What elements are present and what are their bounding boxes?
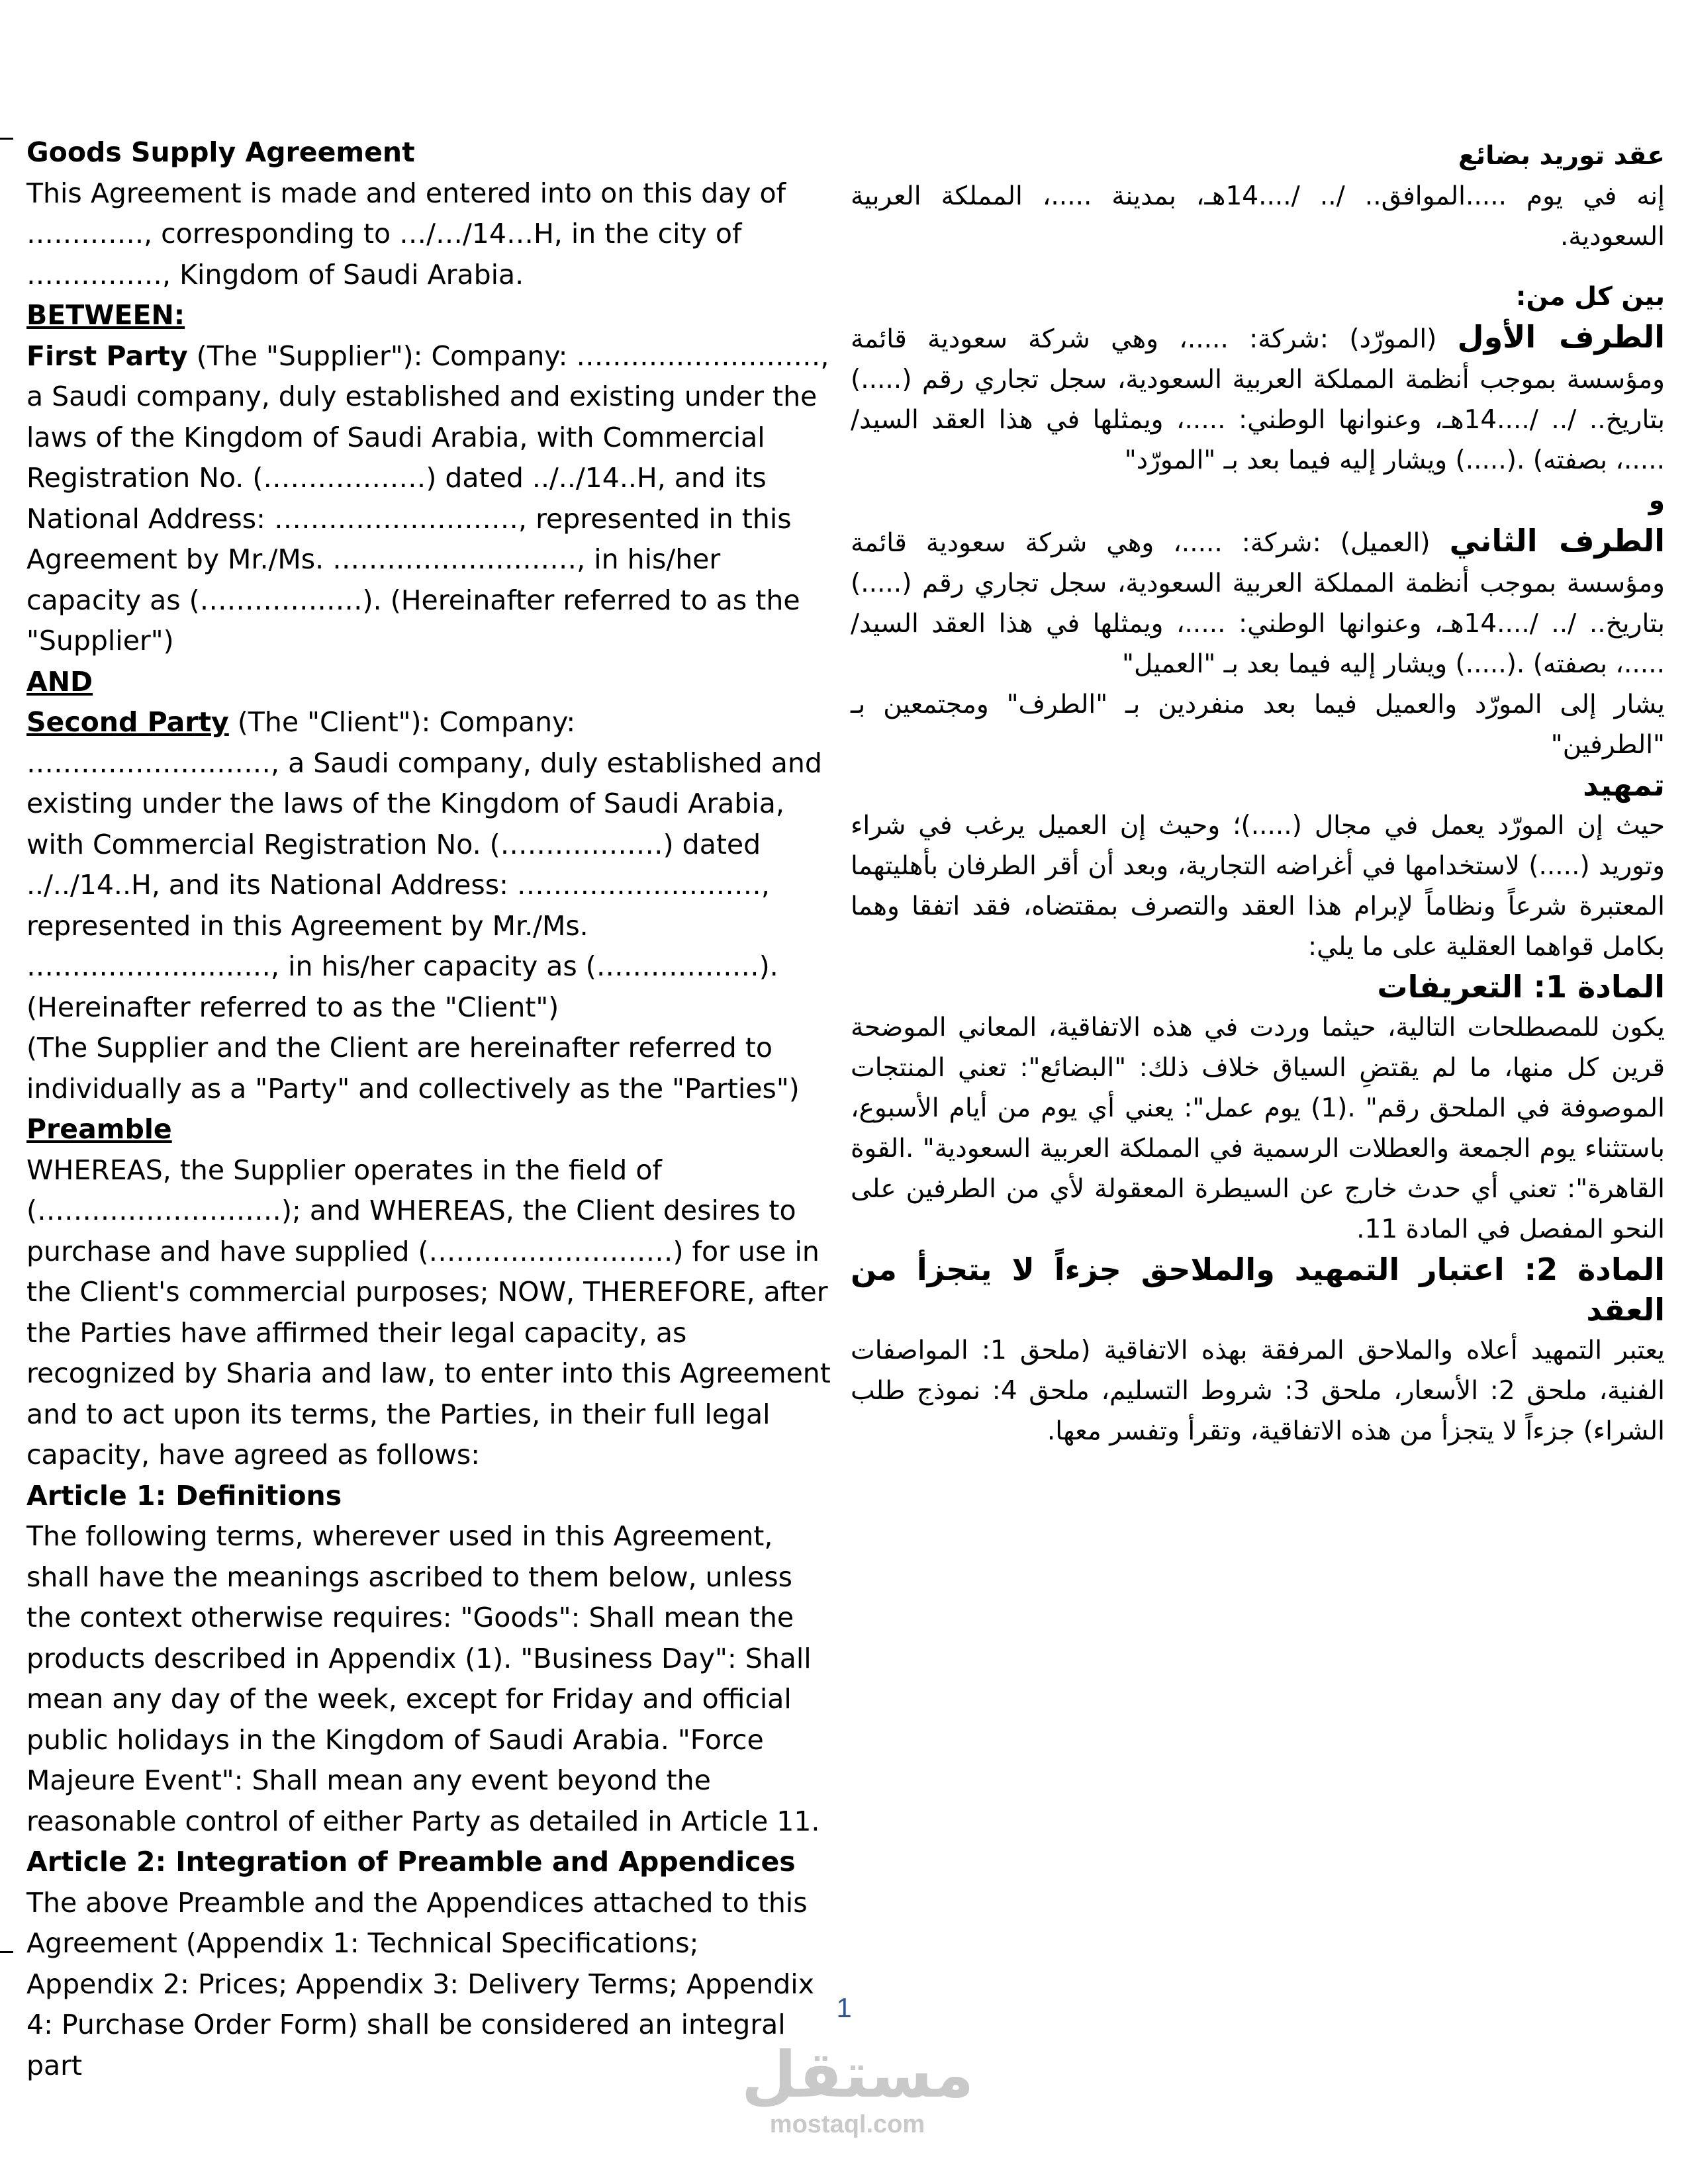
crop-mark-bottom	[0, 1951, 13, 1953]
english-preamble-text: WHEREAS, the Supplier operates in the field of (………………………); and WHEREAS, the Client desires to purchase and have supplied (………………………) for use in the Client's commercial purposes; NOW, THEREFORE, after the Parties have affirmed their legal capacity, as recognized by Sharia and law, to enter into this Agreement and to act upon its terms, the Parties, in their full legal capacity, have agreed as follows:	[26, 1154, 831, 1471]
english-second-party-label: Second Party	[26, 706, 229, 738]
english-first-party-text: (The "Supplier"): Company: ………………………, a Saudi company, duly established and existing under the laws of the Kingdom of Saudi Arabia, with Commercial Registration No. (………………) dated ../../14..H, and its National Address: ………………………, represented in this Agreement by Mr./Ms. ………………………, in his/her capacity as (………………). (Hereinafter referred to as the "Supplier")	[26, 340, 829, 657]
english-preamble-heading: Preamble	[26, 1113, 172, 1145]
arabic-first-party	[851, 317, 1665, 480]
arabic-and: و	[1648, 486, 1665, 516]
arabic-article2-heading: المادة 2: اعتبار التمهيد والملاحق جزءاً لا يتجزأ من العقد	[851, 1251, 1665, 1328]
arabic-title: عقد توريد بضائع	[1458, 141, 1665, 171]
arabic-between-heading: بين كل من:	[1515, 282, 1665, 312]
arabic-second-party	[851, 521, 1665, 684]
english-article1-heading: Article 1: Definitions	[26, 1479, 342, 1512]
english-second-party-text: (The "Client"): Company: ………………………, a Saudi company, duly established and existing under the laws of the Kingdom of Saudi Arabia, with Commercial Registration No. (………………) dated ../../14..H, and its National Address: ………………………, represented in this Agreement by Mr./Ms. ………………………, in his/her capacity as (………………). (Hereinafter referred to as the "Client")	[26, 706, 822, 1023]
english-first-party	[26, 336, 831, 662]
arabic-preamble-heading: تمهيد	[1583, 767, 1665, 803]
watermark-latin-text: mostaql.com	[769, 2111, 925, 2138]
english-between-heading: BETWEEN:	[26, 299, 185, 331]
arabic-preamble-text: حيث إن المورّد يعمل في مجال (.....)؛ وحيث إن العميل يرغب في شراء وتوريد (.....) لاستخدامها في أغراضه التجارية، وبعد أن أقر الطرفان بأهليتهما المعتبرة شرعاً ونظاماً لإبرام هذا العقد والتصرف بمقتضاه، فقد اتفقا وهما بكامل قواهما العقلية على ما يلي:	[851, 811, 1665, 962]
english-article2-heading: Article 2: Integration of Preamble and Appendices	[26, 1846, 796, 1878]
english-article1-text: The following terms, wherever used in this Agreement, shall have the meanings ascribed to them below, unless the context otherwise requires: "Goods": Shall mean the products described in Appendix (1). "Business Day": Shall mean any day of the week, except for Friday and official public holidays in the Kingdom of Saudi Arabia. "Force Majeure Event": Shall mean any event beyond the reasonable control of either Party as detailed in Article 11.	[26, 1520, 820, 1837]
arabic-parties-note: يشار إلى المورّد والعميل فيما بعد منفردين بـ "الطرف" ومجتمعين بـ "الطرفين"	[851, 690, 1665, 760]
english-second-party	[26, 702, 831, 1028]
arabic-article2-text: يعتبر التمهيد أعلاه والملاحق المرفقة بهذه الاتفاقية (ملحق 1: المواصفات الفنية، ملحق 2: الأسعار، ملحق 3: شروط التسليم، ملحق 4: نموذج طلب الشراء) جزءاً لا يتجزأ من هذه الاتفاقية، وتقرأ وتفسر معها.	[851, 1336, 1665, 1446]
arabic-article1-text: يكون للمصطلحات التالية، حيثما وردت في هذه الاتفاقية، المعاني الموضحة قرين كل منها، ما لم يقتضِ السياق خلاف ذلك: "البضائع": تعني المنتجات الموصوفة في الملحق رقم" .(1) يوم عمل": يعني أي يوم من أيام الأسبوع، باستثناء يوم الجمعة والعطلات الرسمية في المملكة العربية السعودية" .القوة القاهرة": تعني أي حدث خارج عن السيطرة المعقولة لأي من الطرفين على النحو المفصل في المادة 11.	[851, 1013, 1665, 1244]
arabic-second-party-label: الطرف الثاني	[1449, 523, 1665, 559]
english-title: Goods Supply Agreement	[26, 136, 415, 168]
watermark-arabic-text: مستقل	[741, 2038, 974, 2112]
english-first-party-label: First Party	[26, 340, 188, 372]
page-number: 1	[836, 1992, 852, 2023]
english-column	[26, 132, 831, 2086]
arabic-article1-heading: المادة 1: التعريفات	[1377, 969, 1665, 1005]
mostaql-watermark-logo	[741, 2038, 974, 2144]
english-and-heading: AND	[26, 665, 93, 698]
english-parties-note: (The Supplier and the Client are hereinafter referred to individually as a "Party" and collectively as the "Parties")	[26, 1032, 800, 1105]
english-article2-text: The above Preamble and the Appendices attached to this Agreement (Appendix 1: Technical Specifications; Appendix 2: Prices; Appendix 3: Delivery Terms; Appendix 4: Purchase Order Form) shall be considered an integral part	[26, 1886, 814, 2081]
arabic-first-party-text: (المورّد) :شركة: .....، وهي شركة سعودية قائمة ومؤسسة بموجب أنظمة المملكة العربية السعودية، سجل تجاري رقم (.....) بتاريخ.. /.. /....14هـ، وعنوانها الوطني: .....، ويمثلها في هذا العقد السيد/ .....، بصفته) .(.....) ويشار إليه فيما بعد بـ "المورّد"	[851, 324, 1665, 475]
english-intro: This Agreement is made and entered into on this day of …………., corresponding to …/…/14…H, in the city of ……………, Kingdom of Saudi Arabia.	[26, 177, 786, 291]
arabic-intro: إنه في يوم .....الموافق.. /.. /....14هـ، بمدينة .....، المملكة العربية السعودية.	[851, 181, 1665, 251]
arabic-column	[851, 136, 1665, 1451]
arabic-second-party-text: (العميل) :شركة: .....، وهي شركة سعودية قائمة ومؤسسة بموجب أنظمة المملكة العربية السعودية، سجل تجاري رقم (.....) بتاريخ.. /.. /....14هـ، وعنوانها الوطني: .....، ويمثلها في هذا العقد السيد/ .....، بصفته) .(.....) ويشار إليه فيما بعد بـ "العميل"	[851, 528, 1665, 679]
crop-mark-top	[0, 138, 13, 140]
arabic-first-party-label: الطرف الأول	[1457, 319, 1665, 355]
